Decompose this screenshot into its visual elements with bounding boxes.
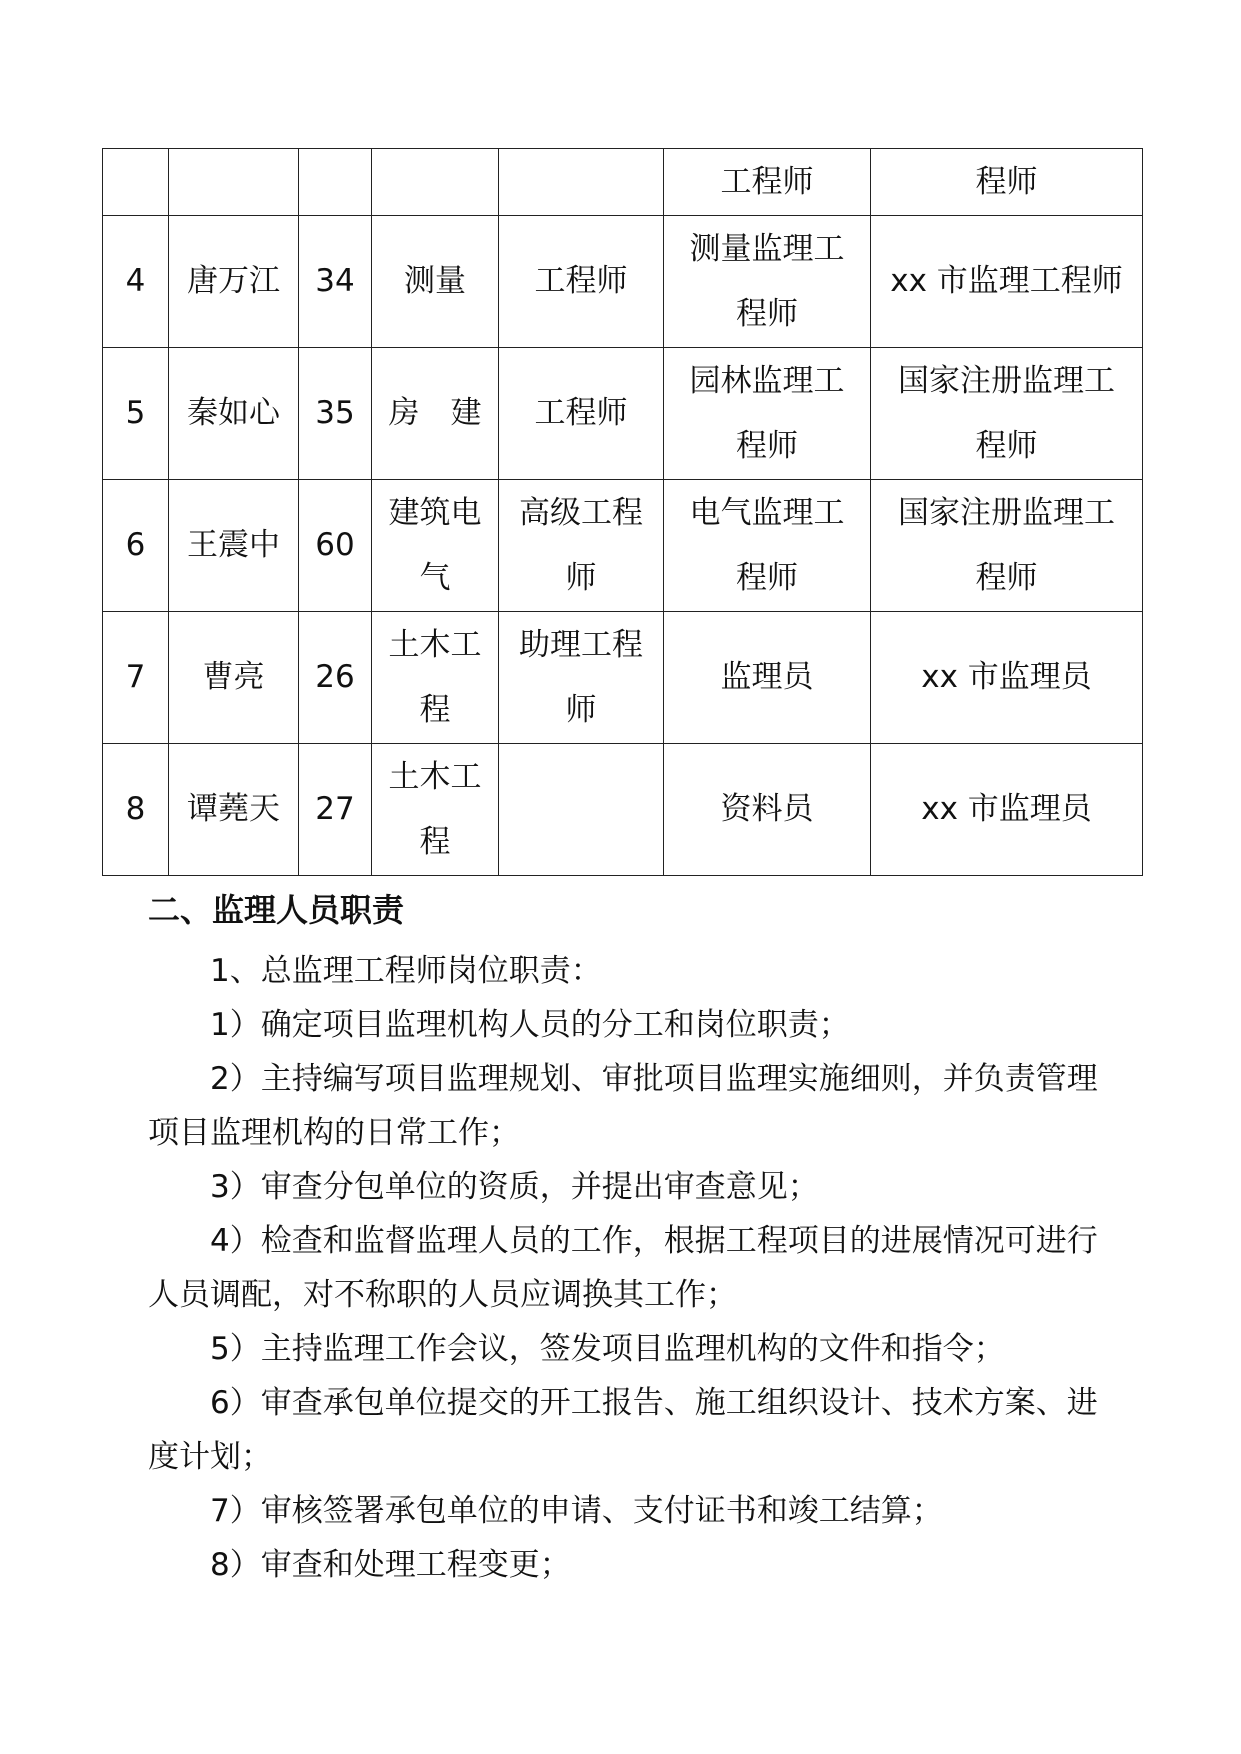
cell-line: xx 市监理工程师 — [890, 263, 1123, 299]
table-row — [103, 612, 1143, 744]
cell-no: 6 — [103, 480, 169, 612]
cell-line: 工程师 — [534, 395, 628, 431]
cell-name: 曹亮 — [169, 612, 299, 744]
cell-no: 7 — [103, 612, 169, 744]
cell-major — [372, 149, 499, 216]
cell-no: 8 — [103, 744, 169, 876]
cell-line: 助理工程 — [519, 626, 643, 663]
cell-position — [664, 744, 871, 876]
cell-title — [499, 149, 664, 216]
table-row — [103, 348, 1143, 480]
cell-title — [499, 612, 664, 744]
cell-line: 资料员 — [720, 791, 814, 827]
section-heading: 二、监理人员职责 — [148, 891, 405, 929]
cell-name: 唐万江 — [169, 216, 299, 348]
cell-age — [299, 149, 372, 216]
cell-line: 高级工程 — [519, 494, 643, 531]
cell-qualification — [871, 216, 1143, 348]
cell-age: 26 — [299, 612, 372, 744]
cell-name: 秦如心 — [169, 348, 299, 480]
cell-age: 27 — [299, 744, 372, 876]
duty-item: 2）主持编写项目监理规划、审批项目监理实施细则，并负责管理项目监理机构的日常工作； — [148, 1061, 1098, 1151]
cell-line: xx 市监理员 — [921, 791, 1092, 827]
duties-list — [148, 944, 1108, 1592]
cell-age: 34 — [299, 216, 372, 348]
cell-major — [372, 480, 499, 612]
cell-position — [664, 348, 871, 480]
cell-name — [169, 149, 299, 216]
cell-line: 师 — [565, 691, 597, 728]
cell-line: 电气监理工 — [689, 494, 845, 531]
cell-qualification — [871, 744, 1143, 876]
cell-line: 程 — [419, 823, 451, 860]
duty-item: 1）确定项目监理机构人员的分工和岗位职责； — [210, 1007, 850, 1043]
cell-line: 程师 — [736, 559, 798, 596]
cell-line: 程师 — [736, 427, 798, 464]
cell-line: 气 — [419, 559, 451, 596]
cell-no — [103, 149, 169, 216]
cell-major — [372, 744, 499, 876]
cell-line: 测量 — [404, 263, 466, 299]
table-row — [103, 744, 1143, 876]
cell-line: 工程师 — [534, 263, 628, 299]
duties-subheading: 1、总监理工程师岗位职责： — [210, 953, 602, 989]
duty-item: 5）主持监理工作会议，签发项目监理机构的文件和指令； — [210, 1331, 1005, 1367]
cell-line: 土木工 — [388, 626, 482, 663]
cell-position — [664, 216, 871, 348]
cell-qualification — [871, 480, 1143, 612]
cell-qualification — [871, 612, 1143, 744]
duty-item: 4）检查和监督监理人员的工作，根据工程项目的进展情况可进行人员调配，对不称职的人员应调换其工作； — [148, 1223, 1098, 1313]
cell-qualification — [871, 348, 1143, 480]
cell-line: 园林监理工 — [689, 362, 845, 399]
cell-line: 程师 — [736, 295, 798, 332]
cell-major — [372, 612, 499, 744]
cell-line: 监理员 — [720, 659, 814, 695]
cell-name: 王震中 — [169, 480, 299, 612]
cell-line: 程 — [419, 691, 451, 728]
cell-age: 60 — [299, 480, 372, 612]
table-row — [103, 216, 1143, 348]
cell-title — [499, 348, 664, 480]
staff-table — [102, 148, 1143, 876]
cell-major — [372, 348, 499, 480]
cell-no: 4 — [103, 216, 169, 348]
duty-item: 8）审查和处理工程变更； — [210, 1547, 571, 1583]
cell-position: 工程师 — [664, 149, 871, 216]
cell-title — [499, 216, 664, 348]
cell-qualification: 程师 — [871, 149, 1143, 216]
cell-title — [499, 480, 664, 612]
cell-line: 程师 — [975, 559, 1038, 596]
cell-name: 谭蕘天 — [169, 744, 299, 876]
duty-item: 3）审查分包单位的资质，并提出审查意见； — [210, 1169, 819, 1205]
cell-line: 国家注册监理工 — [898, 362, 1115, 399]
cell-line: 建筑电 — [388, 494, 482, 531]
cell-line: xx 市监理员 — [921, 659, 1092, 695]
cell-major — [372, 216, 499, 348]
cell-line: 房 建 — [388, 395, 482, 431]
cell-position — [664, 612, 871, 744]
table-row — [103, 480, 1143, 612]
cell-age: 35 — [299, 348, 372, 480]
duty-item: 7）审核签署承包单位的申请、支付证书和竣工结算； — [210, 1493, 943, 1529]
cell-position — [664, 480, 871, 612]
cell-line: 国家注册监理工 — [898, 494, 1115, 531]
duty-item: 6）审查承包单位提交的开工报告、施工组织设计、技术方案、进度计划； — [148, 1385, 1098, 1475]
cell-line: 师 — [565, 559, 597, 596]
table-row-continuation — [103, 149, 1143, 216]
cell-line: 土木工 — [388, 758, 482, 795]
cell-line: 测量监理工 — [689, 230, 845, 267]
cell-title — [499, 744, 664, 876]
cell-no: 5 — [103, 348, 169, 480]
cell-line: 程师 — [975, 427, 1038, 464]
